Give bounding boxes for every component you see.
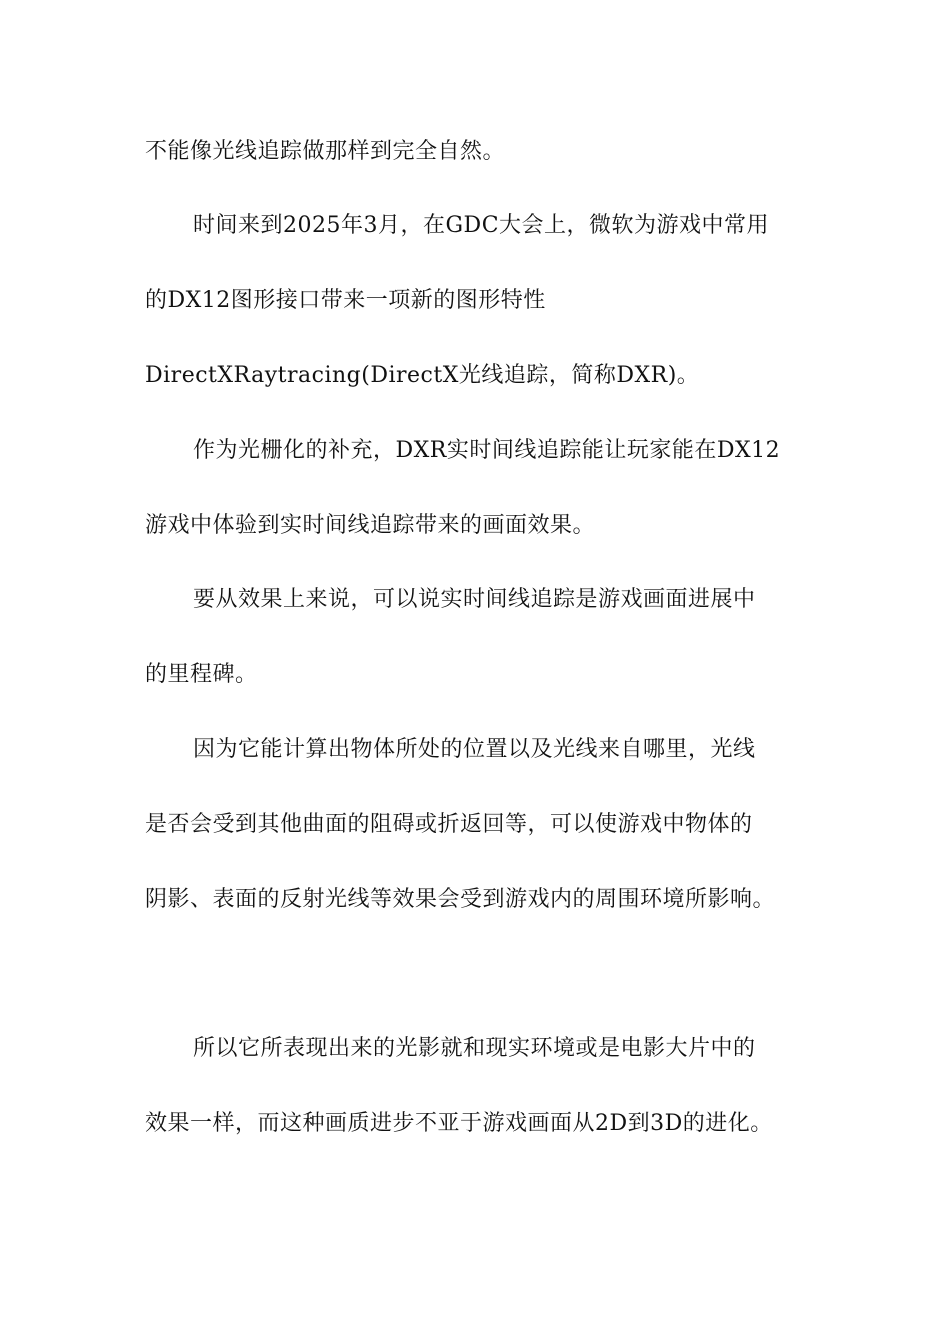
- text-line: 的DX12图形接口带来一项新的图形特性: [145, 288, 546, 313]
- text-line: 不能像光线追踪做那样到完全自然。: [145, 139, 506, 164]
- paragraph-first-line: 时间来到2025年3月，在GDC大会上，微软为游戏中常用: [193, 213, 770, 238]
- text-line: 效果一样，而这种画质进步不亚于游戏画面从2D到3D的进化。: [145, 1111, 773, 1136]
- text-line: 的里程碑。: [145, 662, 258, 687]
- paragraph-first-line: 作为光栅化的补充，DXR实时间线追踪能让玩家能在DX12: [193, 438, 781, 463]
- text-line: 阴影、表面的反射光线等效果会受到游戏内的周围环境所影响。: [145, 887, 776, 912]
- paragraph-first-line: 所以它所表现出来的光影就和现实环境或是电影大片中的: [193, 1036, 756, 1061]
- paragraph-first-line: 因为它能计算出物体所处的位置以及光线来自哪里，光线: [193, 737, 756, 762]
- text-line: 是否会受到其他曲面的阻碍或折返回等，可以使游戏中物体的: [145, 812, 753, 837]
- text-line: DirectXRaytracing(DirectX光线追踪，简称DXR)。: [145, 363, 700, 388]
- text-line: 游戏中体验到实时间线追踪带来的画面效果。: [145, 513, 596, 538]
- paragraph-first-line: 要从效果上来说，可以说实时间线追踪是游戏画面进展中: [193, 587, 756, 612]
